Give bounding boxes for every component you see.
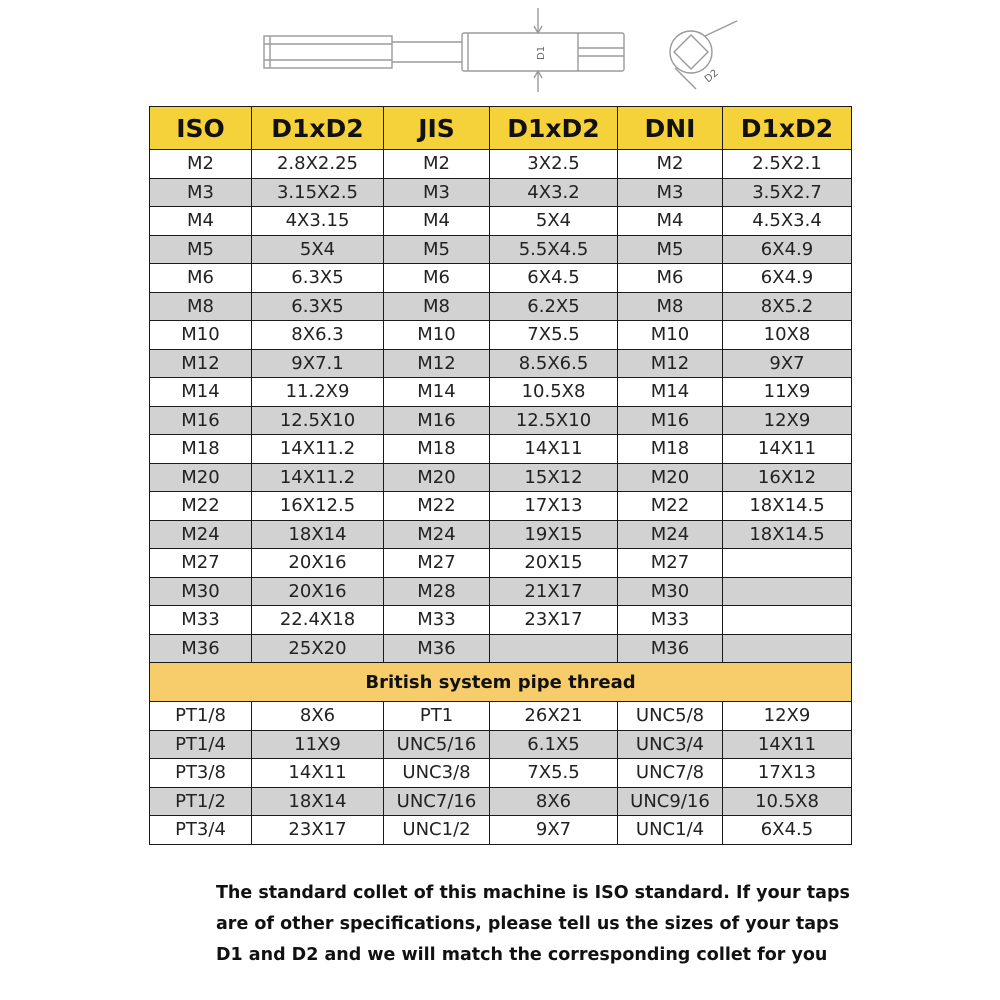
table-row <box>150 549 852 578</box>
table-cell: M5 <box>150 235 252 264</box>
table-cell: 18X14.5 <box>723 492 852 521</box>
table-cell: M3 <box>384 178 490 207</box>
table-cell <box>723 606 852 635</box>
table-cell: M24 <box>384 520 490 549</box>
table-cell: PT3/8 <box>150 759 252 788</box>
table-cell: 14X11 <box>723 730 852 759</box>
table-cell: M36 <box>150 634 252 663</box>
table-row <box>150 207 852 236</box>
table-cell: M36 <box>384 634 490 663</box>
table-cell: 4.5X3.4 <box>723 207 852 236</box>
header-dni: DNI <box>618 107 723 150</box>
table-cell: M33 <box>150 606 252 635</box>
table-cell: 4X3.15 <box>252 207 384 236</box>
header-iso: ISO <box>150 107 252 150</box>
table-cell: M3 <box>150 178 252 207</box>
table-cell: UNC5/16 <box>384 730 490 759</box>
metric-rows <box>150 150 852 663</box>
table-cell: M4 <box>150 207 252 236</box>
table-cell: 3.5X2.7 <box>723 178 852 207</box>
table-cell: 7X5.5 <box>490 759 618 788</box>
collet-size-table-wrap <box>149 106 851 845</box>
table-cell: 9X7 <box>723 349 852 378</box>
table-cell: M10 <box>384 321 490 350</box>
table-cell: 14X11 <box>252 759 384 788</box>
table-cell: 11.2X9 <box>252 378 384 407</box>
table-cell: M12 <box>384 349 490 378</box>
table-row <box>150 702 852 731</box>
table-cell: 26X21 <box>490 702 618 731</box>
table-cell <box>723 577 852 606</box>
table-cell: M22 <box>150 492 252 521</box>
table-cell: 18X14 <box>252 787 384 816</box>
table-cell: M27 <box>150 549 252 578</box>
table-cell: 8X6 <box>490 787 618 816</box>
table-cell: UNC9/16 <box>618 787 723 816</box>
table-cell: 21X17 <box>490 577 618 606</box>
table-cell: M8 <box>150 292 252 321</box>
table-cell: 6X4.5 <box>490 264 618 293</box>
table-cell: 2.8X2.25 <box>252 150 384 179</box>
note-line-1: The standard collet of this machine is ISO standard. If your taps <box>216 883 850 903</box>
table-cell: 8.5X6.5 <box>490 349 618 378</box>
table-cell: M6 <box>384 264 490 293</box>
table-cell: 5X4 <box>490 207 618 236</box>
table-cell: 22.4X18 <box>252 606 384 635</box>
section-row-group <box>150 663 852 702</box>
table-row <box>150 463 852 492</box>
table-cell: M4 <box>384 207 490 236</box>
table-cell: M27 <box>384 549 490 578</box>
section-title: British system pipe thread <box>150 663 852 702</box>
section-row <box>150 663 852 702</box>
collet-size-table <box>149 106 852 845</box>
table-cell: UNC3/4 <box>618 730 723 759</box>
table-cell: PT1/4 <box>150 730 252 759</box>
d1-label: D1 <box>536 45 547 60</box>
table-cell: 17X13 <box>723 759 852 788</box>
table-cell: M22 <box>384 492 490 521</box>
table-cell <box>723 634 852 663</box>
table-cell: PT1 <box>384 702 490 731</box>
table-cell: M33 <box>384 606 490 635</box>
table-cell: 18X14 <box>252 520 384 549</box>
table-row <box>150 321 852 350</box>
table-cell: 6.3X5 <box>252 292 384 321</box>
table-cell: M36 <box>618 634 723 663</box>
table-cell: 6X4.5 <box>723 816 852 845</box>
table-cell: 19X15 <box>490 520 618 549</box>
table-cell: 5.5X4.5 <box>490 235 618 264</box>
table-cell: 6X4.9 <box>723 264 852 293</box>
table-cell: 23X17 <box>490 606 618 635</box>
table-cell: M6 <box>618 264 723 293</box>
table-cell <box>490 634 618 663</box>
table-cell: PT1/8 <box>150 702 252 731</box>
table-cell: M8 <box>618 292 723 321</box>
table-row <box>150 178 852 207</box>
table-cell: 6.2X5 <box>490 292 618 321</box>
table-cell: 12X9 <box>723 702 852 731</box>
table-cell: M20 <box>618 463 723 492</box>
table-cell: 11X9 <box>723 378 852 407</box>
table-cell: 17X13 <box>490 492 618 521</box>
footer-note <box>216 878 896 971</box>
table-row <box>150 606 852 635</box>
table-cell: M30 <box>618 577 723 606</box>
table-cell: M27 <box>618 549 723 578</box>
table-cell: M2 <box>150 150 252 179</box>
table-cell: M2 <box>618 150 723 179</box>
table-cell: M5 <box>618 235 723 264</box>
table-cell: M16 <box>384 406 490 435</box>
table-row <box>150 492 852 521</box>
table-cell: 23X17 <box>252 816 384 845</box>
table-cell: M14 <box>384 378 490 407</box>
table-cell: M18 <box>384 435 490 464</box>
table-row <box>150 150 852 179</box>
table-cell: M8 <box>384 292 490 321</box>
table-cell: UNC1/4 <box>618 816 723 845</box>
table-row <box>150 577 852 606</box>
table-cell: PT3/4 <box>150 816 252 845</box>
d2-label: D2 <box>702 67 721 86</box>
table-cell: M20 <box>150 463 252 492</box>
table-row <box>150 520 852 549</box>
table-cell: M2 <box>384 150 490 179</box>
table-cell: M24 <box>618 520 723 549</box>
table-cell: M12 <box>150 349 252 378</box>
table-cell: UNC7/16 <box>384 787 490 816</box>
table-cell: 5X4 <box>252 235 384 264</box>
table-cell: M10 <box>150 321 252 350</box>
table-cell: M18 <box>618 435 723 464</box>
table-row <box>150 730 852 759</box>
table-row <box>150 349 852 378</box>
note-line-2: are of other specifications, please tell us the sizes of your taps <box>216 914 840 934</box>
table-cell: 10.5X8 <box>490 378 618 407</box>
table-cell: 20X16 <box>252 577 384 606</box>
header-dni-d1xd2: D1xD2 <box>723 107 852 150</box>
table-cell: M28 <box>384 577 490 606</box>
table-cell: 6.3X5 <box>252 264 384 293</box>
table-cell: 4X3.2 <box>490 178 618 207</box>
table-cell: 10.5X8 <box>723 787 852 816</box>
table-cell: 12.5X10 <box>490 406 618 435</box>
table-cell: 14X11 <box>490 435 618 464</box>
table-cell: M16 <box>618 406 723 435</box>
table-cell: 14X11.2 <box>252 435 384 464</box>
table-cell: UNC3/8 <box>384 759 490 788</box>
table-row <box>150 264 852 293</box>
pipe-thread-rows <box>150 702 852 845</box>
table-cell: 16X12 <box>723 463 852 492</box>
table-cell: M4 <box>618 207 723 236</box>
table-cell: M3 <box>618 178 723 207</box>
table-cell: 3X2.5 <box>490 150 618 179</box>
table-cell: M16 <box>150 406 252 435</box>
table-row <box>150 759 852 788</box>
table-cell: M18 <box>150 435 252 464</box>
header-jis: JIS <box>384 107 490 150</box>
table-header-row <box>150 107 852 150</box>
table-row <box>150 235 852 264</box>
table-cell: M30 <box>150 577 252 606</box>
table-cell: 14X11 <box>723 435 852 464</box>
table-cell: M20 <box>384 463 490 492</box>
table-cell: M33 <box>618 606 723 635</box>
header-jis-d1xd2: D1xD2 <box>490 107 618 150</box>
tap-thread-body <box>264 36 392 68</box>
table-cell: 12.5X10 <box>252 406 384 435</box>
table-cell: 25X20 <box>252 634 384 663</box>
table-cell: M14 <box>150 378 252 407</box>
table-cell: 9X7.1 <box>252 349 384 378</box>
table-cell: 2.5X2.1 <box>723 150 852 179</box>
table-cell: 20X15 <box>490 549 618 578</box>
table-cell <box>723 549 852 578</box>
table-cell: 12X9 <box>723 406 852 435</box>
table-cell: M12 <box>618 349 723 378</box>
table-cell: 3.15X2.5 <box>252 178 384 207</box>
table-cell: M14 <box>618 378 723 407</box>
table-cell: 8X6.3 <box>252 321 384 350</box>
table-cell: 9X7 <box>490 816 618 845</box>
table-row <box>150 816 852 845</box>
table-row <box>150 378 852 407</box>
table-cell: 11X9 <box>252 730 384 759</box>
table-cell: M24 <box>150 520 252 549</box>
note-line-3: D1 and D2 and we will match the corresponding collet for you <box>216 945 828 965</box>
table-cell: 16X12.5 <box>252 492 384 521</box>
table-row <box>150 406 852 435</box>
header-iso-d1xd2: D1xD2 <box>252 107 384 150</box>
table-cell: PT1/2 <box>150 787 252 816</box>
table-row <box>150 292 852 321</box>
table-cell: UNC5/8 <box>618 702 723 731</box>
table-cell: M22 <box>618 492 723 521</box>
table-cell: 6.1X5 <box>490 730 618 759</box>
table-cell: 18X14.5 <box>723 520 852 549</box>
table-cell: 7X5.5 <box>490 321 618 350</box>
table-cell: 8X6 <box>252 702 384 731</box>
table-cell: 20X16 <box>252 549 384 578</box>
table-cell: M6 <box>150 264 252 293</box>
table-row <box>150 787 852 816</box>
table-cell: M10 <box>618 321 723 350</box>
table-cell: 10X8 <box>723 321 852 350</box>
table-cell: M5 <box>384 235 490 264</box>
tap-end-view <box>670 31 712 73</box>
table-cell: 8X5.2 <box>723 292 852 321</box>
table-row <box>150 435 852 464</box>
table-cell: 15X12 <box>490 463 618 492</box>
table-cell: 14X11.2 <box>252 463 384 492</box>
table-cell: UNC7/8 <box>618 759 723 788</box>
table-cell: UNC1/2 <box>384 816 490 845</box>
tap-drawing <box>250 0 750 100</box>
table-cell: 6X4.9 <box>723 235 852 264</box>
table-row <box>150 634 852 663</box>
